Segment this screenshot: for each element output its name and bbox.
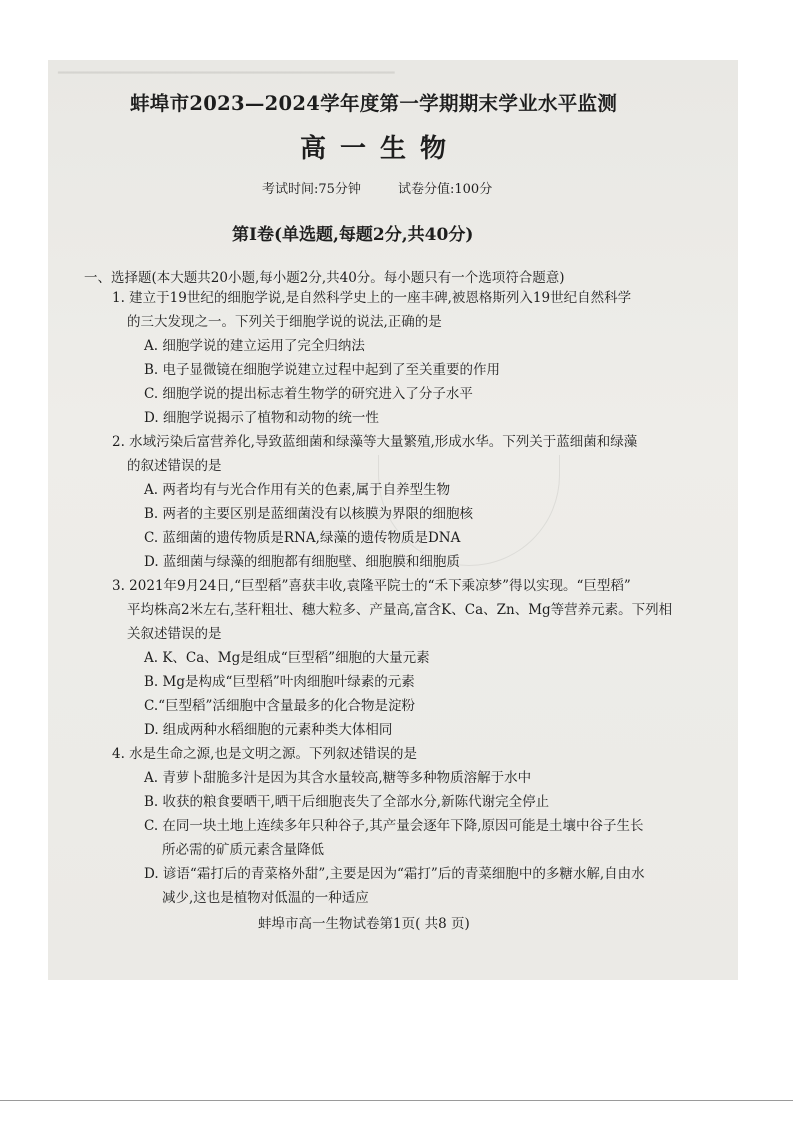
question-3-option-d: D. 组成两种水稻细胞的元素种类大体相同: [144, 722, 393, 738]
question-2-option-a: A. 两者均有与光合作用有关的色素,属于自养型生物: [144, 482, 451, 498]
question-4-line-1: 4. 水是生命之源,也是文明之源。下列叙述错误的是: [112, 746, 417, 762]
question-3-line-3: 关叙述错误的是: [127, 626, 222, 642]
section-instruction: 一、选择题(本大题共20小题,每小题2分,共40分。每小题只有一个选项符合题意): [84, 270, 565, 286]
question-2-line-1: 2. 水域污染后富营养化,导致蓝细菌和绿藻等大量繁殖,形成水华。下列关于蓝细菌和绿藻: [112, 434, 638, 450]
question-3-line-1: 3. 2021年9月24日,“巨型稻”喜获丰收,袁隆平院士的“禾下乘凉梦”得以实现。“巨型稻”: [112, 578, 631, 594]
question-2-line-2: 的叙述错误的是: [127, 458, 222, 474]
question-2-option-d: D. 蓝细菌与绿藻的细胞都有细胞壁、细胞膜和细胞质: [144, 554, 460, 570]
question-4-option-a: A. 青萝卜甜脆多汁是因为其含水量较高,糖等多种物质溶解于水中: [144, 770, 532, 786]
question-3-option-a: A. K、Ca、Mg是组成“巨型稻”细胞的大量元素: [144, 650, 430, 666]
exam-score: 试卷分值:100分: [398, 182, 493, 197]
page-bottom-rule: [0, 1100, 793, 1101]
question-1-option-d: D. 细胞学说揭示了植物和动物的统一性: [144, 410, 379, 426]
question-1-option-b: B. 电子显微镜在细胞学说建立过程中起到了至关重要的作用: [144, 362, 501, 378]
section-title: 第Ⅰ卷(单选题,每题2分,共40分): [232, 225, 474, 245]
question-3-option-b: B. Mg是构成“巨型稻”叶肉细胞叶绿素的元素: [144, 674, 415, 690]
question-1-option-c: C. 细胞学说的提出标志着生物学的研究进入了分子水平: [144, 386, 473, 402]
exam-time: 考试时间:75分钟: [262, 182, 361, 197]
page-footer: 蚌埠市高一生物试卷第1页( 共8 页): [258, 916, 470, 932]
bleed-through-text: ━━━━━━━━━━━━━━━━━━━━━━━━━━━━━━━━━━━━━━━━━━━: [58, 66, 395, 81]
question-2-option-b: B. 两者的主要区别是蓝细菌没有以核膜为界限的细胞核: [144, 506, 474, 522]
question-4-option-b: B. 收获的粮食要晒干,晒干后细胞丧失了全部水分,新陈代谢完全停止: [144, 794, 550, 810]
question-3-line-2: 平均株高2米左右,茎秆粗壮、穗大粒多、产量高,富含K、Ca、Zn、Mg等营养元素。下列相: [127, 602, 673, 618]
question-1-option-a: A. 细胞学说的建立运用了完全归纳法: [144, 338, 365, 354]
question-4-option-c: C. 在同一块土地上连续多年只种谷子,其产量会逐年下降,原因可能是土壤中谷子生长: [144, 818, 644, 834]
question-1-line-1: 1. 建立于19世纪的细胞学说,是自然科学史上的一座丰碑,被恩格斯列入19世纪自然科学: [112, 290, 632, 306]
question-3-option-c: C.“巨型稻”活细胞中含量最多的化合物是淀粉: [144, 698, 415, 714]
question-1-line-2: 的三大发现之一。下列关于细胞学说的说法,正确的是: [127, 314, 442, 330]
question-4-option-d-cont: 减少,这也是植物对低温的一种适应: [162, 890, 369, 906]
subject-title: 高一生物: [300, 134, 461, 164]
question-4-option-c-cont: 所必需的矿质元素含量降低: [162, 842, 324, 858]
exam-title: 蚌埠市2023—2024学年度第一学期期末学业水平监测: [130, 92, 618, 115]
question-2-option-c: C. 蓝细菌的遗传物质是RNA,绿藻的遗传物质是DNA: [144, 530, 461, 546]
question-4-option-d: D. 谚语“霜打后的青菜格外甜”,主要是因为“霜打”后的青菜细胞中的多糖水解,自由水: [144, 866, 645, 882]
